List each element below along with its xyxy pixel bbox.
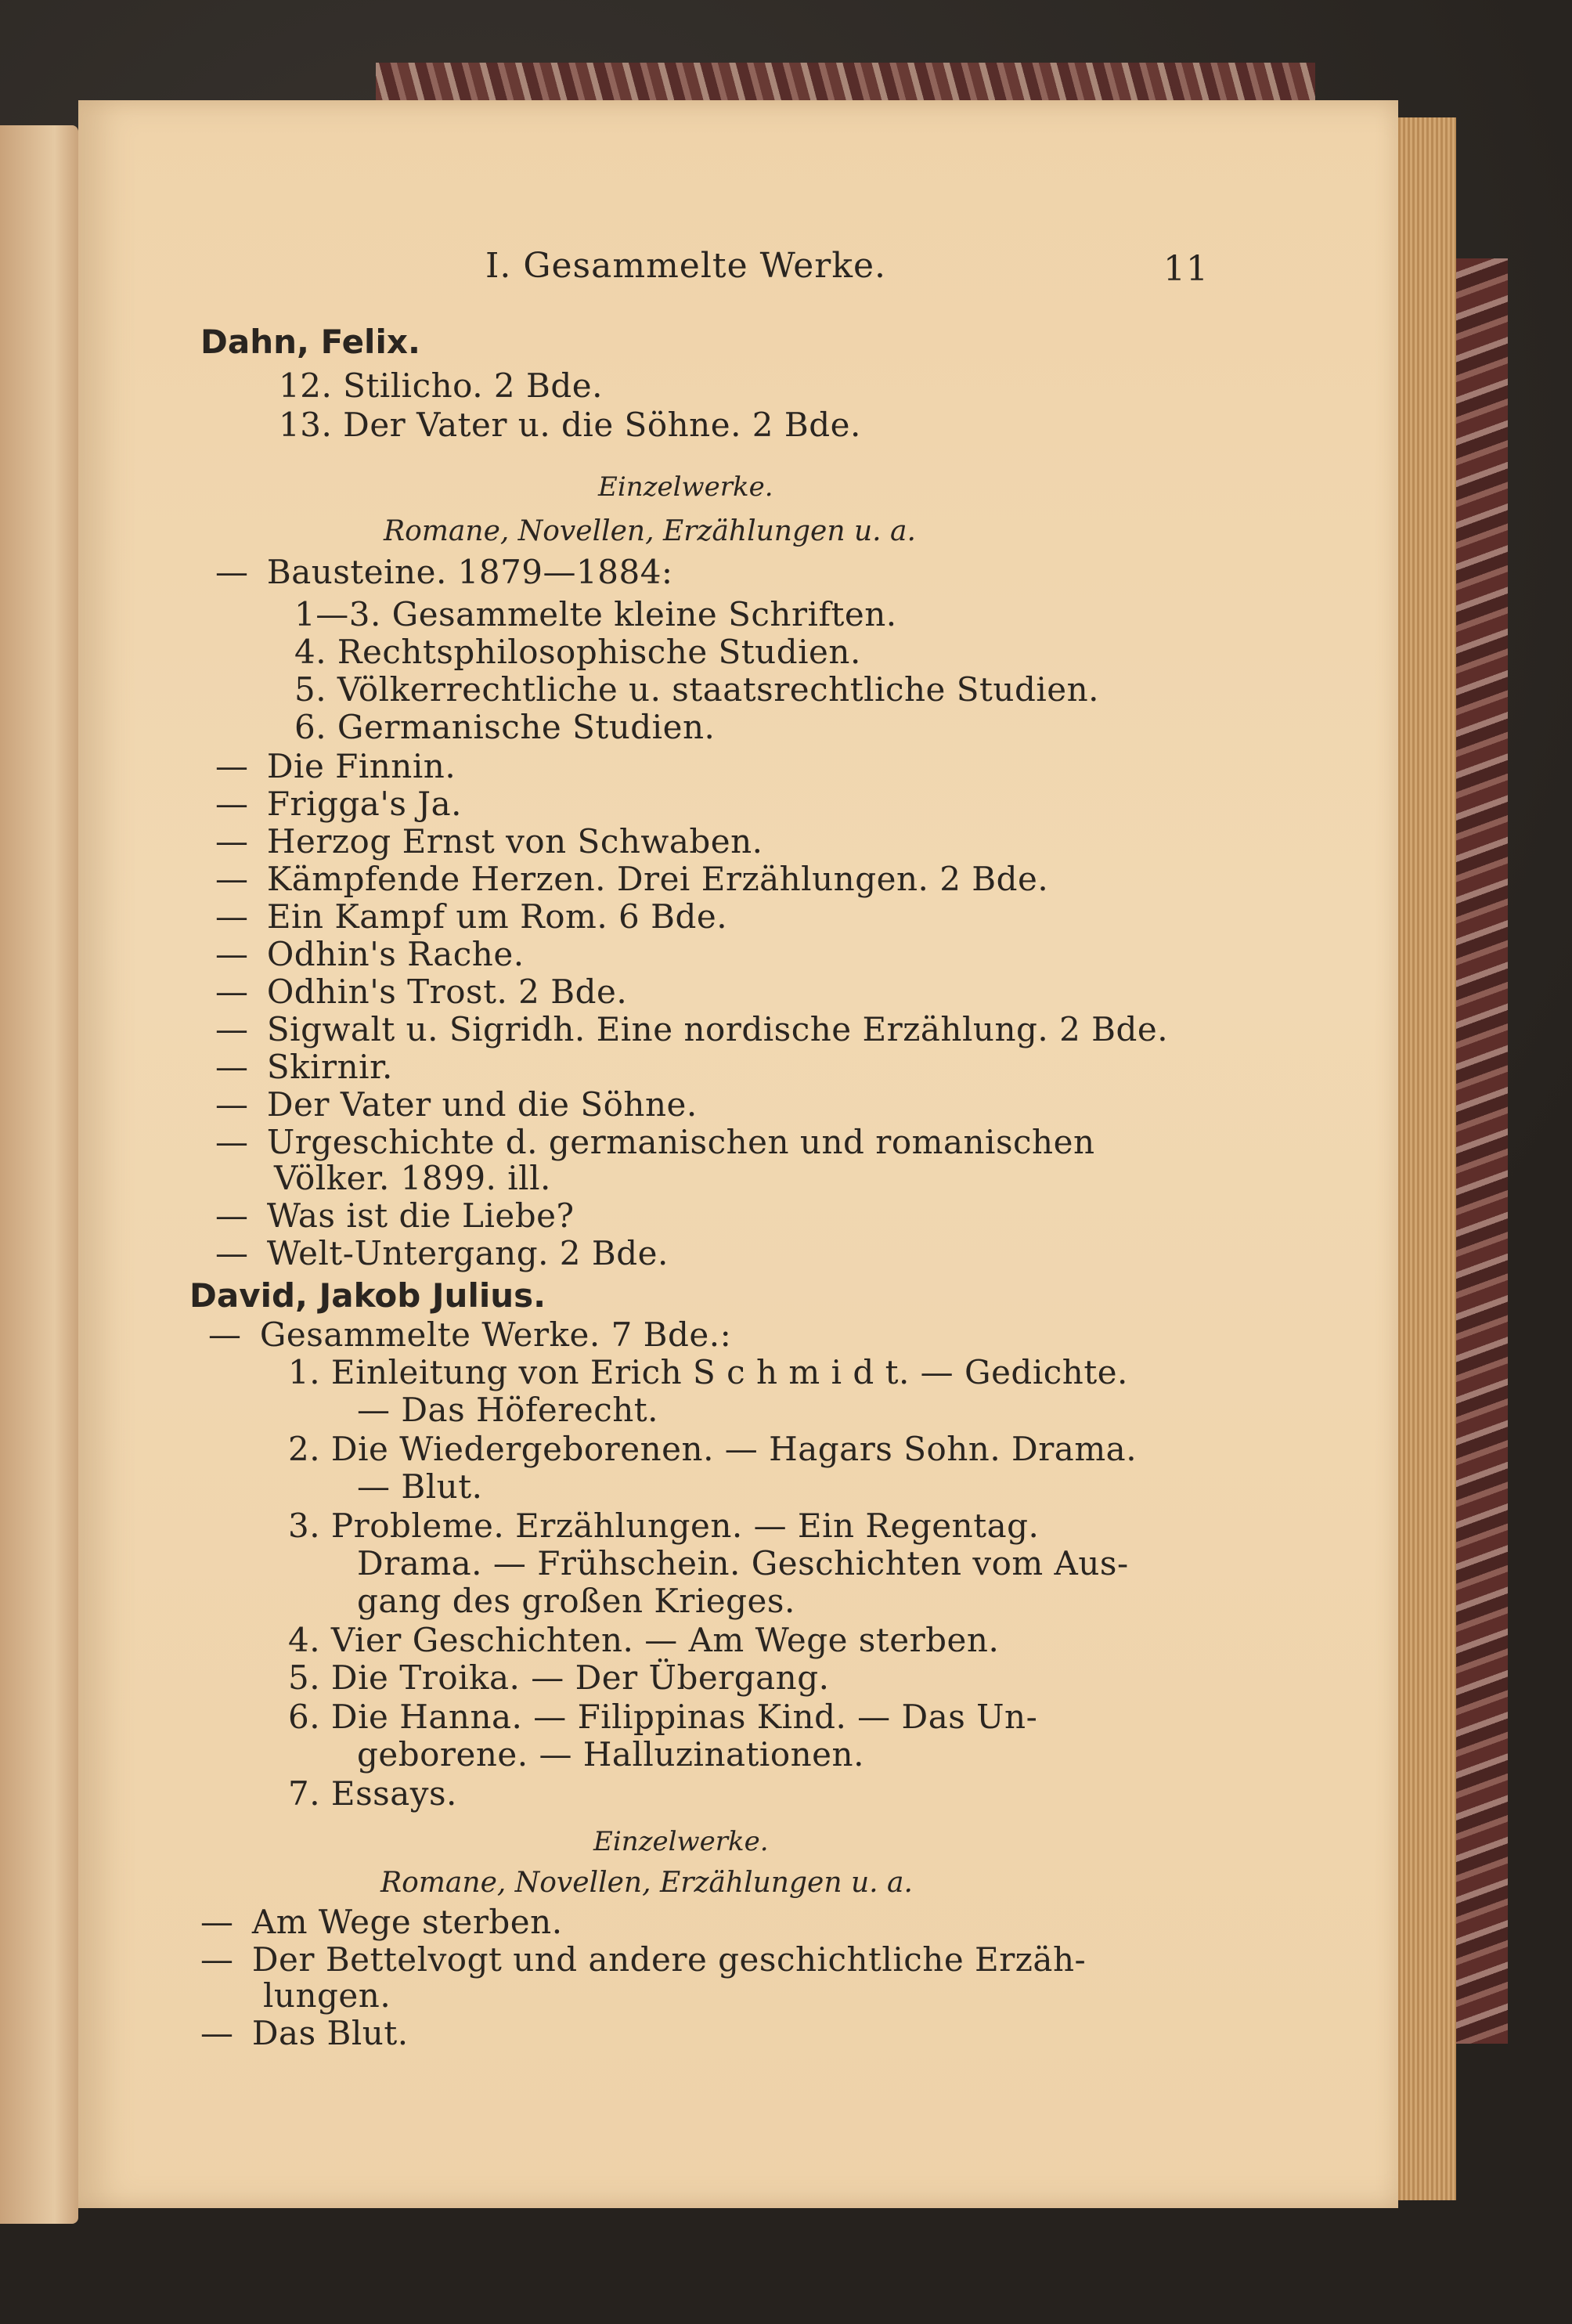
entry-line: — Bausteine. 1879—1884: [215, 553, 673, 591]
entry-line: — Herzog Ernst von Schwaben. [215, 822, 763, 861]
entry-line: — Der Vater und die Söhne. [215, 1085, 698, 1124]
entry-line-cont: geborene. — Halluzinationen. [357, 1735, 864, 1774]
section-subheading: Romane, Novellen, Erzählungen u. a. [380, 1867, 913, 1899]
entry-line: — Ein Kampf um Rom. 6 Bde. [215, 897, 728, 936]
running-header: I. Gesammelte Werke. [485, 246, 887, 286]
page-edges [1394, 117, 1456, 2200]
entry-line: — Gesammelte Werke. 7 Bde.: [208, 1315, 732, 1354]
marbled-cover-right [1453, 258, 1508, 2044]
entry-line: 2. Die Wiedergeborenen. — Hagars Sohn. Drama. [288, 1430, 1138, 1468]
entry-line: 4. Rechtsphilosophische Studien. [294, 633, 861, 671]
book-page [78, 100, 1398, 2208]
entry-line: — Odhin's Trost. 2 Bde. [215, 973, 628, 1011]
entry-line: — Welt-Untergang. 2 Bde. [215, 1234, 669, 1272]
entry-line: 1. Einleitung von Erich S c h m i d t. — Gedichte. [288, 1353, 1128, 1391]
entry-line: 5. Völkerrechtliche u. staatsrechtliche Studien. [294, 670, 1100, 709]
author-heading: David, Jakob Julius. [189, 1276, 546, 1315]
entry-line: — Frigga's Ja. [215, 785, 462, 823]
entry-line: — Sigwalt u. Sigridh. Eine nordische Erzählung. 2 Bde. [215, 1010, 1169, 1048]
entry-line: 6. Germanische Studien. [294, 708, 716, 746]
entry-line: 5. Die Troika. — Der Übergang. [288, 1658, 830, 1697]
entry-line: — Das Blut. [200, 2014, 409, 2052]
entry-line: 6. Die Hanna. — Filippinas Kind. — Das Un- [288, 1698, 1038, 1736]
entry-line: — Urgeschichte d. germanischen und romanischen [215, 1123, 1095, 1161]
entry-line: 13. Der Vater u. die Söhne. 2 Bde. [279, 406, 861, 444]
section-heading: Einzelwerke. [598, 471, 773, 503]
section-heading: Einzelwerke. [593, 1826, 769, 1857]
entry-line-cont: lungen. [263, 1976, 391, 2015]
author-heading: Dahn, Felix. [200, 323, 420, 361]
page-number: 11 [1163, 249, 1209, 289]
entry-line: 3. Probleme. Erzählungen. — Ein Regentag. [288, 1507, 1040, 1545]
entry-line-cont: Drama. — Frühschein. Geschichten vom Aus- [357, 1544, 1129, 1582]
entry-line: 4. Vier Geschichten. — Am Wege sterben. [288, 1621, 1000, 1659]
entry-line-cont: — Das Höferecht. [357, 1391, 659, 1429]
previous-page-edge [0, 125, 78, 2224]
entry-line: — Was ist die Liebe? [215, 1196, 575, 1235]
entry-line: 1—3. Gesammelte kleine Schriften. [294, 595, 897, 633]
entry-line: — Skirnir. [215, 1048, 393, 1086]
entry-line: — Odhin's Rache. [215, 935, 525, 973]
entry-line-cont: Völker. 1899. ill. [274, 1159, 551, 1197]
entry-line: — Am Wege sterben. [200, 1903, 563, 1941]
entry-line-cont: — Blut. [357, 1467, 483, 1506]
entry-line: 12. Stilicho. 2 Bde. [279, 366, 603, 405]
entry-line: — Der Bettelvogt und andere geschichtliche Erzäh- [200, 1940, 1087, 1979]
entry-line: — Die Finnin. [215, 747, 456, 785]
entry-line: 7. Essays. [288, 1774, 457, 1813]
entry-line-cont: gang des großen Krieges. [357, 1582, 795, 1620]
entry-line: — Kämpfende Herzen. Drei Erzählungen. 2 Bde. [215, 860, 1049, 898]
section-subheading: Romane, Novellen, Erzählungen u. a. [384, 515, 916, 547]
